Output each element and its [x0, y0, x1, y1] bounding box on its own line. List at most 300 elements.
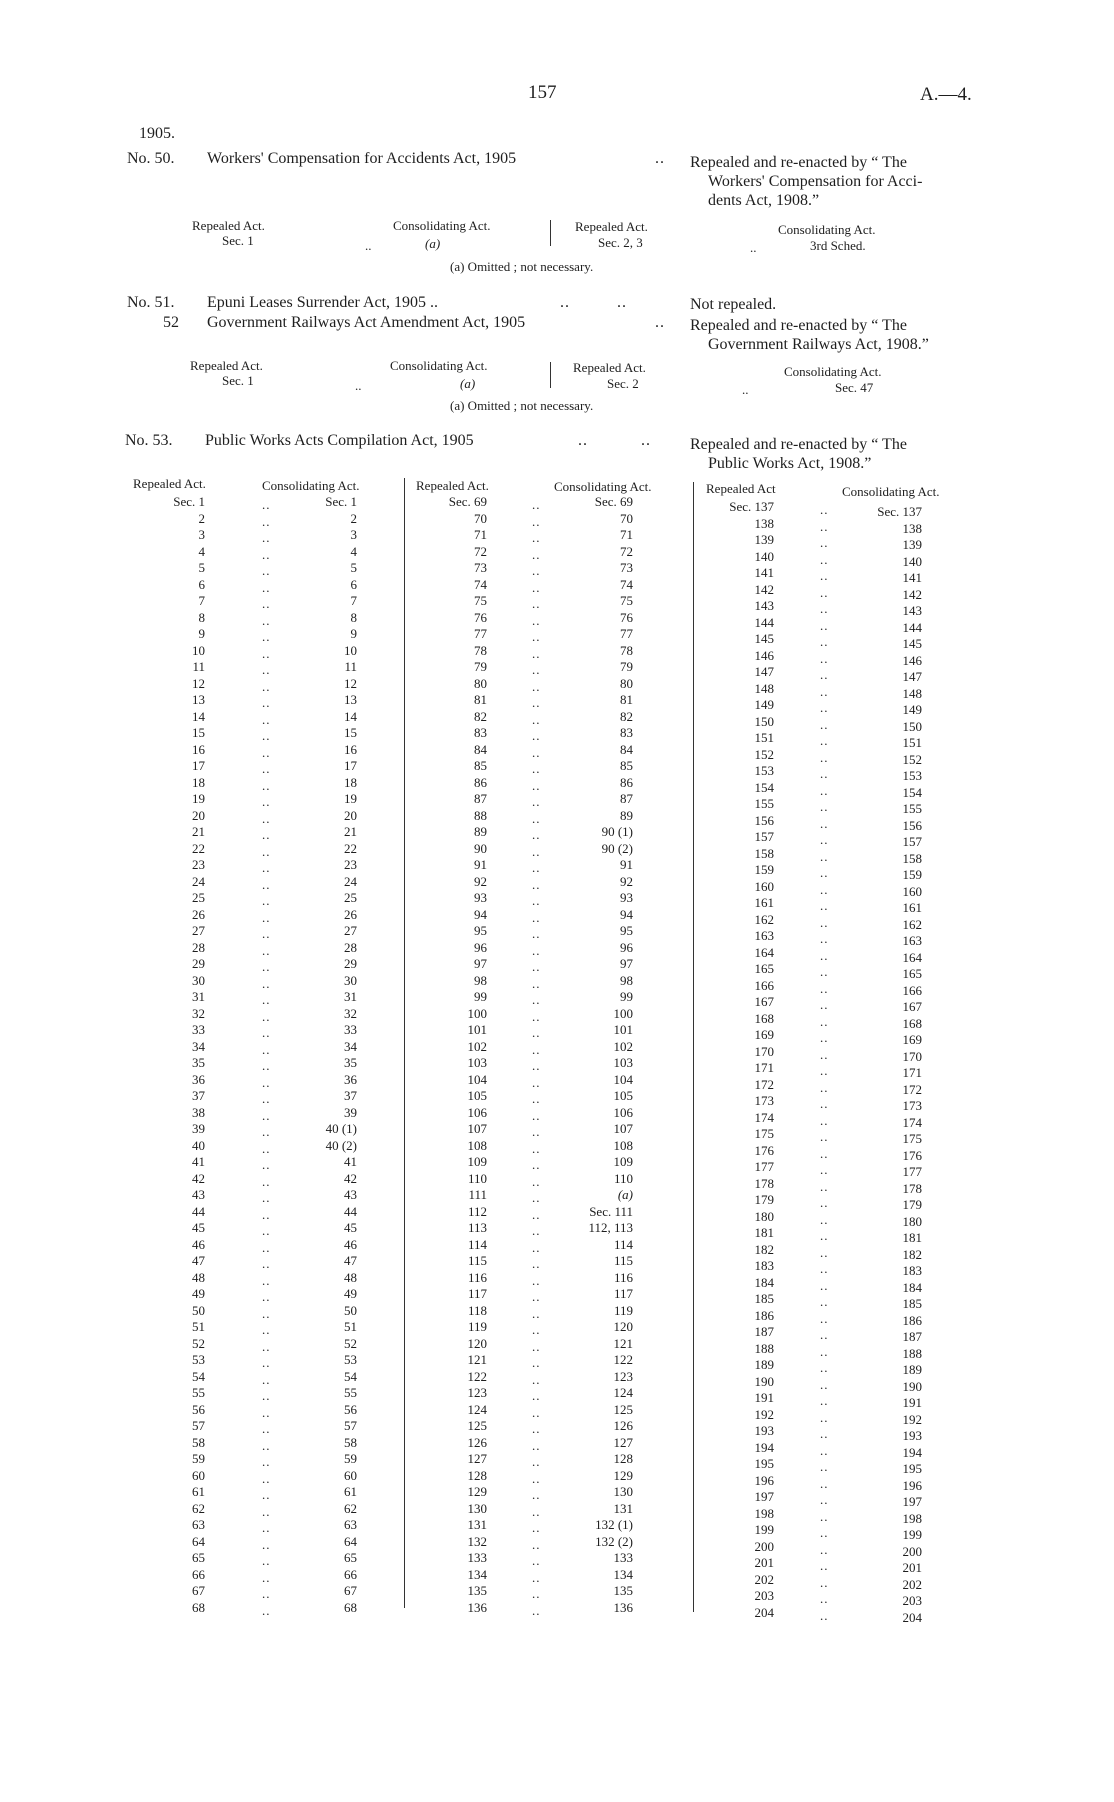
consolidating-section: 121: [613, 1335, 633, 1351]
leader-dots: ..: [532, 1041, 541, 1057]
leader-dots: ..: [532, 1602, 541, 1618]
leader-dots: ..: [262, 1520, 271, 1535]
consolidating-section: 170: [902, 1048, 922, 1064]
leader-dots: ..: [262, 728, 271, 743]
leader-dots: ..: [262, 711, 271, 727]
repealed-section: 12: [192, 675, 205, 691]
leader-dots: ..: [262, 1074, 271, 1090]
repealed-section: 157: [754, 829, 774, 844]
table-header-repealed: Repealed Act: [706, 481, 776, 496]
leader-dots: ..: [262, 612, 271, 628]
consolidating-section: 153: [902, 768, 922, 783]
leader-dots: ..: [262, 1553, 271, 1568]
repealed-section: 197: [754, 1489, 774, 1504]
repealed-section: 184: [754, 1274, 774, 1290]
consolidating-section: 16: [344, 741, 357, 757]
repealed-section: 194: [754, 1439, 774, 1455]
leader-dots: ..: [532, 1388, 541, 1403]
consolidating-section: 31: [344, 989, 357, 1004]
repealed-section: 114: [467, 1236, 487, 1252]
repealed-section: 149: [754, 697, 774, 712]
repealed-section: 11: [192, 659, 205, 674]
mini-value: Sec. 1: [222, 373, 254, 388]
repealed-section: 202: [754, 1571, 774, 1587]
consolidating-section: 168: [902, 1015, 922, 1031]
mini-header-repealed: Repealed Act.: [192, 218, 265, 233]
act-title: Epuni Leases Surrender Act, 1905 ..: [207, 294, 439, 311]
repealed-section: 103: [467, 1055, 487, 1070]
repealed-section: 129: [467, 1484, 487, 1499]
repealed-section: 54: [192, 1368, 205, 1384]
leader-dots: ..: [532, 662, 541, 677]
leader-dots: ..: [532, 1107, 541, 1123]
repealed-section: 182: [754, 1241, 774, 1257]
leader-dots: ..: [532, 1355, 541, 1370]
leader-dots: ..: [820, 947, 829, 963]
repealed-section: 134: [467, 1566, 487, 1582]
repealed-section: 87: [474, 791, 487, 806]
repealed-section: 120: [467, 1335, 487, 1351]
leader-dots: ..: [532, 629, 541, 644]
leader-dots: ..: [532, 1536, 541, 1552]
consolidating-section: 34: [344, 1038, 357, 1054]
leader-dots: ..: [262, 1289, 271, 1304]
repealed-section: 16: [192, 741, 205, 757]
repealed-section: 90: [474, 840, 487, 856]
page-number: 157: [528, 82, 557, 103]
repealed-section: 200: [754, 1538, 774, 1554]
leader-dots: ..: [262, 1223, 271, 1238]
leader-dots: ..: [820, 601, 829, 616]
consolidating-section: 40 (1): [325, 1121, 357, 1136]
act-status: Not repealed.: [690, 296, 777, 313]
consolidating-section: 112, 113: [588, 1220, 633, 1235]
consolidating-section: 201: [902, 1560, 922, 1575]
repealed-section: 64: [192, 1533, 205, 1549]
repealed-section: Sec. 137: [729, 499, 774, 514]
leader-dots: ..: [532, 728, 541, 743]
leader-dots: ..: [820, 1376, 829, 1392]
leader-dots: ..: [532, 744, 541, 760]
leader-dots: ..: [355, 378, 362, 393]
leader-dots: ..: [262, 1586, 271, 1601]
mini-value: Sec. 47: [835, 380, 874, 395]
leader-dots: ..: [532, 579, 541, 595]
consolidating-section: 35: [344, 1055, 357, 1070]
leader-dots: ..: [532, 909, 541, 925]
repealed-section: 151: [754, 730, 774, 745]
repealed-section: 58: [192, 1434, 205, 1450]
repealed-section: 99: [474, 989, 487, 1004]
repealed-section: 47: [192, 1253, 205, 1268]
leader-dots: ..: [532, 1487, 541, 1502]
repealed-section: 135: [467, 1583, 487, 1598]
repealed-section: 133: [467, 1550, 487, 1565]
leader-dots: ..: [532, 1058, 541, 1073]
consolidating-section: 196: [902, 1477, 922, 1493]
consolidating-section: 14: [344, 708, 357, 724]
leader-dots: ..: [820, 584, 829, 600]
consolidating-section: 33: [344, 1022, 357, 1037]
consolidating-section: 86: [620, 774, 633, 790]
repealed-section: 45: [192, 1220, 205, 1235]
leader-dots: ..: [532, 959, 541, 974]
leader-dots: ..: [820, 1096, 829, 1111]
consolidating-section: 56: [344, 1401, 357, 1417]
consolidating-section: Sec. 69: [594, 494, 633, 509]
leader-dots: ..: [655, 314, 665, 331]
leader-dots: ..: [532, 926, 541, 941]
leader-dots: ..: [820, 881, 829, 897]
repealed-section: 142: [754, 581, 774, 597]
leader-dots: ..: [262, 1124, 271, 1139]
act-number: No. 53.: [125, 432, 173, 449]
consolidating-section: 12: [344, 675, 357, 691]
repealed-section: 144: [754, 614, 774, 630]
leader-dots: ..: [532, 1272, 541, 1288]
repealed-section: 155: [754, 796, 774, 811]
leader-dots: ..: [262, 563, 271, 578]
consolidating-section: 32: [344, 1005, 357, 1021]
repealed-section: 159: [754, 862, 774, 877]
leader-dots: ..: [820, 683, 829, 699]
leader-dots: ..: [262, 1190, 271, 1205]
leader-dots: ..: [262, 1322, 271, 1337]
leader-dots: ..: [820, 1294, 829, 1309]
consolidating-section: 84: [620, 741, 633, 757]
repealed-section: 170: [754, 1043, 774, 1059]
repealed-section: 127: [467, 1451, 487, 1466]
repealed-section: 30: [192, 972, 205, 988]
consolidating-section: 203: [902, 1593, 922, 1608]
consolidating-section: 11: [344, 659, 357, 674]
status-line: Workers' Compensation for Acci-: [708, 173, 923, 190]
consolidating-section: 100: [613, 1005, 633, 1021]
consolidating-section: 183: [902, 1263, 922, 1278]
repealed-section: 118: [467, 1302, 487, 1318]
leader-dots: ..: [820, 1211, 829, 1227]
repealed-section: 42: [192, 1170, 205, 1186]
consolidating-section: 6: [350, 576, 357, 592]
table-header-repealed: Repealed Act.: [133, 476, 206, 491]
repealed-section: 34: [192, 1038, 205, 1054]
consolidating-section: 83: [620, 725, 633, 740]
leader-dots: ..: [820, 1574, 829, 1590]
consolidating-section: 204: [902, 1609, 922, 1625]
leader-dots: ..: [820, 1079, 829, 1095]
consolidating-section: 89: [620, 807, 633, 823]
consolidating-section: 106: [613, 1104, 633, 1120]
leader-dots: ..: [820, 1393, 829, 1408]
repealed-section: 19: [192, 791, 205, 806]
consolidating-section: 50: [344, 1302, 357, 1318]
leader-dots: ..: [532, 530, 541, 545]
status-line: Public Works Act, 1908.”: [708, 455, 872, 472]
mini-header-consolidating: Consolidating Act.: [390, 358, 488, 373]
leader-dots: ..: [262, 1091, 271, 1106]
leader-dots: ..: [820, 980, 829, 996]
repealed-section: Sec. 69: [448, 494, 487, 509]
leader-dots: ..: [820, 1525, 829, 1540]
leader-dots: ..: [820, 1475, 829, 1491]
leader-dots: ..: [532, 1404, 541, 1420]
consolidating-section: 47: [344, 1253, 357, 1268]
consolidating-section: 102: [613, 1038, 633, 1054]
leader-dots: ..: [532, 1008, 541, 1024]
repealed-section: 204: [754, 1604, 774, 1620]
leader-dots: ..: [820, 766, 829, 781]
leader-dots: ..: [262, 827, 271, 842]
status-line: Repealed and re-enacted by “ The: [690, 317, 907, 334]
consolidating-section: 61: [344, 1484, 357, 1499]
consolidating-section: 133: [613, 1550, 633, 1565]
repealed-section: 70: [474, 510, 487, 526]
leader-dots: ..: [532, 1569, 541, 1585]
leader-dots: ..: [820, 716, 829, 732]
status-line: Repealed and re-enacted by “ The: [690, 436, 907, 453]
repealed-section: 96: [474, 939, 487, 955]
repealed-section: 4: [198, 543, 205, 559]
leader-dots: ..: [262, 1487, 271, 1502]
consolidating-section: 87: [620, 791, 633, 806]
leader-dots: ..: [820, 1277, 829, 1293]
repealed-section: 178: [754, 1175, 774, 1191]
consolidating-section: 43: [344, 1187, 357, 1202]
consolidating-section: 123: [613, 1368, 633, 1384]
consolidating-section: 115: [613, 1253, 633, 1268]
leader-dots: ..: [262, 1058, 271, 1073]
repealed-section: 113: [467, 1220, 487, 1235]
leader-dots: ..: [532, 1338, 541, 1354]
repealed-section: 190: [754, 1373, 774, 1389]
leader-dots: ..: [820, 1112, 829, 1128]
leader-dots: ..: [262, 777, 271, 793]
consolidating-section: 169: [902, 1032, 922, 1047]
leader-dots: ..: [532, 794, 541, 809]
consolidating-section: 5: [350, 560, 357, 575]
repealed-section: 36: [192, 1071, 205, 1087]
leader-dots: ..: [820, 667, 829, 682]
consolidating-section: 71: [620, 527, 633, 542]
repealed-section: 100: [467, 1005, 487, 1021]
leader-dots: ..: [820, 568, 829, 583]
consolidating-section: 90 (2): [601, 840, 633, 856]
consolidating-section: 129: [613, 1467, 633, 1483]
leader-dots: ..: [262, 546, 271, 562]
leader-dots: ..: [532, 1520, 541, 1535]
leader-dots: ..: [532, 1256, 541, 1271]
repealed-section: 13: [192, 692, 205, 707]
repealed-section: 179: [754, 1192, 774, 1207]
consolidating-section: 125: [613, 1401, 633, 1417]
consolidating-section: 30: [344, 972, 357, 988]
leader-dots: ..: [262, 1206, 271, 1222]
repealed-section: 6: [198, 576, 205, 592]
leader-dots: ..: [262, 1536, 271, 1552]
leader-dots: ..: [820, 1195, 829, 1210]
consolidating-section: 184: [902, 1279, 922, 1295]
leader-dots: ..: [532, 695, 541, 710]
leader-dots: ..: [820, 1063, 829, 1078]
leader-dots: ..: [262, 1388, 271, 1403]
consolidating-section: 157: [902, 834, 922, 849]
consolidating-section: 93: [620, 890, 633, 905]
repealed-section: 17: [192, 758, 205, 773]
repealed-section: 51: [192, 1319, 205, 1334]
consolidating-section: 63: [344, 1517, 357, 1532]
leader-dots: ..: [820, 617, 829, 633]
leader-dots: ..: [262, 909, 271, 925]
leader-dots: ..: [532, 876, 541, 892]
leader-dots: ..: [532, 563, 541, 578]
consolidating-section: 37: [344, 1088, 357, 1103]
leader-dots: ..: [820, 1492, 829, 1507]
consolidating-section: 68: [344, 1599, 357, 1615]
act-number: No. 50.: [127, 150, 175, 167]
repealed-section: 168: [754, 1010, 774, 1026]
act-title: Workers' Compensation for Accidents Act, 1905: [207, 150, 517, 167]
consolidating-section: 164: [902, 949, 922, 965]
repealed-section: 104: [467, 1071, 487, 1087]
leader-dots: ..: [262, 1256, 271, 1271]
leader-dots: ..: [532, 777, 541, 793]
consolidating-section: 73: [620, 560, 633, 575]
repealed-section: 26: [192, 906, 205, 922]
leader-dots: ..: [262, 629, 271, 644]
repealed-section: 33: [192, 1022, 205, 1037]
consolidating-section: 180: [902, 1213, 922, 1229]
leader-dots: ..: [820, 914, 829, 930]
consolidating-section: 124: [613, 1385, 633, 1400]
leader-dots: ..: [532, 645, 541, 661]
consolidating-section: 82: [620, 708, 633, 724]
leader-dots: ..: [820, 1178, 829, 1194]
leader-dots: ..: [262, 1173, 271, 1189]
table-header-consolidating: Consolidating Act.: [554, 479, 652, 494]
consolidating-section: 55: [344, 1385, 357, 1400]
leader-dots: ..: [820, 1343, 829, 1359]
consolidating-section: 97: [620, 956, 633, 971]
leader-dots: ..: [532, 1454, 541, 1469]
leader-dots: ..: [742, 382, 749, 397]
consolidating-section: 139: [902, 537, 922, 552]
consolidating-section: 94: [620, 906, 633, 922]
consolidating-section: Sec. 1: [325, 494, 357, 509]
leader-dots: ..: [532, 1025, 541, 1040]
repealed-section: 61: [192, 1484, 205, 1499]
leader-dots: ..: [532, 1503, 541, 1519]
leader-dots: ..: [820, 1409, 829, 1425]
repealed-section: 57: [192, 1418, 205, 1433]
repealed-section: 106: [467, 1104, 487, 1120]
leader-dots: ..: [532, 596, 541, 611]
consolidating-section: 150: [902, 718, 922, 734]
mini-value: 3rd Sched.: [810, 238, 866, 253]
repealed-section: 83: [474, 725, 487, 740]
consolidating-section: 167: [902, 999, 922, 1014]
repealed-section: 183: [754, 1258, 774, 1273]
leader-dots: ..: [820, 1426, 829, 1441]
consolidating-section: (a): [617, 1187, 633, 1202]
consolidating-section: 126: [613, 1418, 633, 1433]
repealed-section: 143: [754, 598, 774, 613]
consolidating-section: 199: [902, 1527, 922, 1542]
repealed-section: 126: [467, 1434, 487, 1450]
leader-dots: ..: [532, 1553, 541, 1568]
consolidating-section: 101: [613, 1022, 633, 1037]
leader-dots: ..: [262, 810, 271, 826]
leader-dots: ..: [262, 1025, 271, 1040]
consolidating-section: 154: [902, 784, 922, 800]
consolidating-section: 145: [902, 636, 922, 651]
repealed-section: 23: [192, 857, 205, 872]
repealed-section: 76: [474, 609, 487, 625]
consolidating-section: 193: [902, 1428, 922, 1443]
repealed-section: 93: [474, 890, 487, 905]
leader-dots: ..: [532, 1586, 541, 1601]
leader-dots: ..: [820, 799, 829, 814]
consolidating-section: Sec. 111: [589, 1203, 633, 1219]
repealed-section: 189: [754, 1357, 774, 1372]
repealed-section: 75: [474, 593, 487, 608]
status-line: Government Railways Act, 1908.”: [708, 336, 929, 353]
consolidating-section: 26: [344, 906, 357, 922]
consolidating-section: 48: [344, 1269, 357, 1285]
repealed-section: 14: [192, 708, 205, 724]
leader-dots: ..: [262, 678, 271, 694]
leader-dots: ..: [262, 1355, 271, 1370]
leader-dots: ..: [820, 551, 829, 567]
leader-dots: ..: [532, 1074, 541, 1090]
repealed-section: 7: [198, 593, 205, 608]
repealed-section: 105: [467, 1088, 487, 1103]
consolidating-section: 132 (2): [595, 1533, 633, 1549]
consolidating-section: 172: [902, 1081, 922, 1097]
repealed-section: 27: [192, 923, 205, 938]
consolidating-section: 21: [344, 824, 357, 839]
consolidating-section: 72: [620, 543, 633, 559]
consolidating-section: 105: [613, 1088, 633, 1103]
consolidating-section: 158: [902, 850, 922, 866]
repealed-section: 85: [474, 758, 487, 773]
consolidating-section: 79: [620, 659, 633, 674]
leader-dots: ..: [532, 1305, 541, 1321]
repealed-section: 203: [754, 1588, 774, 1603]
repealed-section: 128: [467, 1467, 487, 1483]
consolidating-section: 186: [902, 1312, 922, 1328]
leader-dots: ..: [532, 1322, 541, 1337]
consolidating-section: 132 (1): [595, 1517, 633, 1532]
leader-dots: ..: [820, 1360, 829, 1375]
consolidating-section: 142: [902, 586, 922, 602]
consolidating-section: 9: [350, 626, 357, 641]
consolidating-section: 160: [902, 883, 922, 899]
consolidating-section: 143: [902, 603, 922, 618]
repealed-section: 156: [754, 812, 774, 828]
repealed-section: 44: [192, 1203, 205, 1219]
consolidating-section: 8: [350, 609, 357, 625]
leader-dots: ..: [532, 1371, 541, 1387]
leader-dots: ..: [262, 1470, 271, 1486]
repealed-section: 167: [754, 994, 774, 1009]
leader-dots: ..: [820, 733, 829, 748]
repealed-section: 136: [467, 1599, 487, 1615]
leader-dots: ..: [820, 1145, 829, 1161]
leader-dots: ..: [532, 711, 541, 727]
repealed-section: 82: [474, 708, 487, 724]
repealed-section: 21: [192, 824, 205, 839]
repealed-section: 124: [467, 1401, 487, 1417]
